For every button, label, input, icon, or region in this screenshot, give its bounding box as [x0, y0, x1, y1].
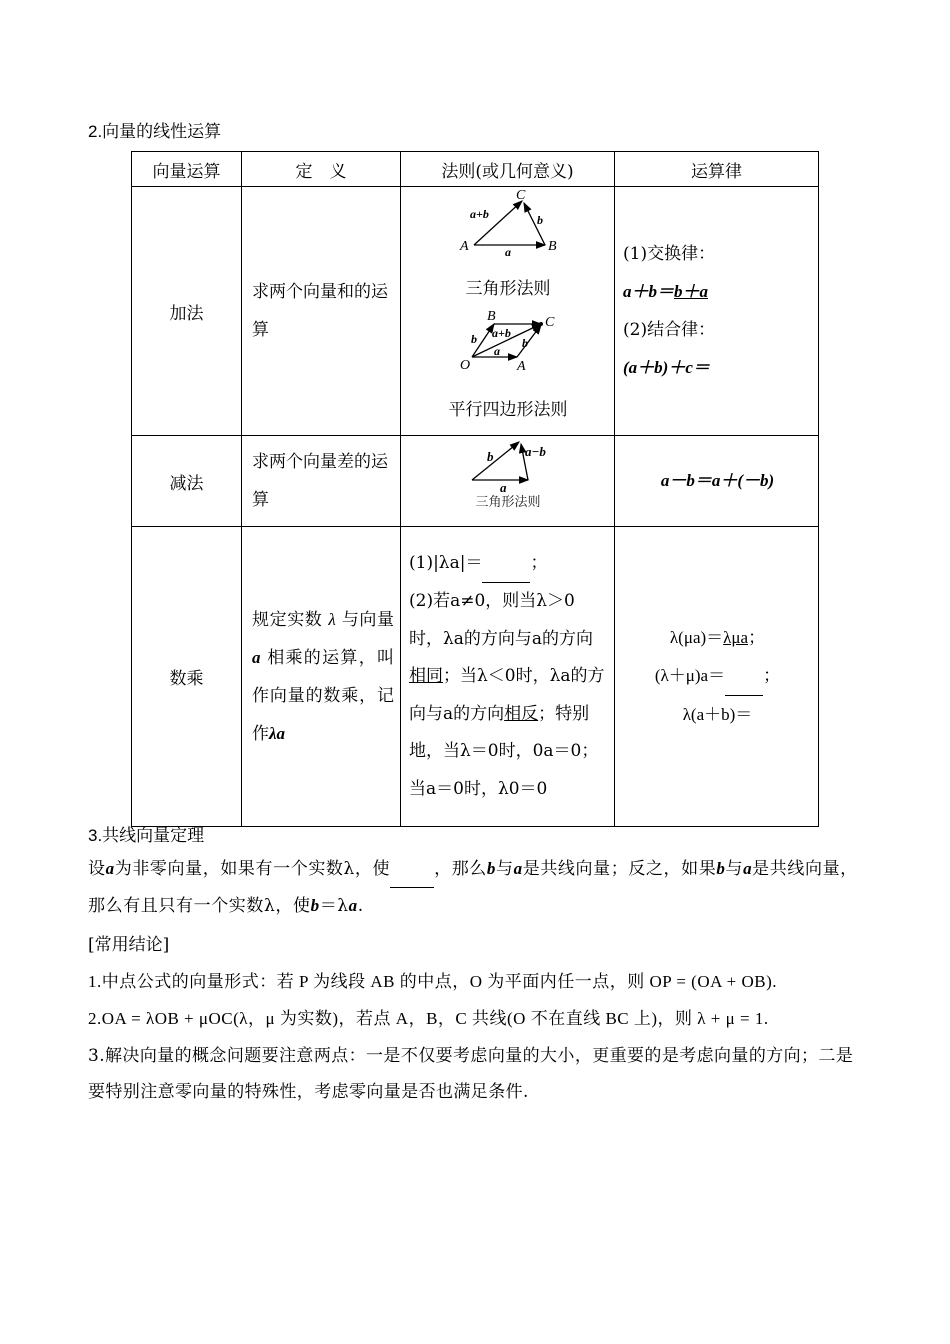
theorem-part-i: . — [357, 896, 364, 916]
subtraction-diagram — [402, 436, 614, 522]
subtraction-law-cell — [615, 436, 819, 527]
table-row-addition — [132, 187, 819, 436]
vec-b-3: b — [310, 896, 320, 915]
scalar-laws — [615, 527, 819, 827]
addition-diagrams — [402, 187, 614, 431]
collinear-theorem-text — [88, 851, 868, 924]
vec-a-4: a — [348, 896, 358, 915]
scalar-name: 数乘 — [132, 527, 242, 827]
vec-a-1: a — [105, 859, 115, 878]
scalar-def-text1: 规定实数 — [252, 609, 323, 630]
theorem-part-d: 与 — [496, 859, 514, 879]
scalar-law2-end: ； — [763, 666, 781, 686]
header-operation: 向量运算 — [132, 152, 242, 187]
triangle-rule-figure — [459, 188, 557, 259]
scalar-rule-line4: ；特别地，当λ＝0时，0a＝0；当a＝0时，λ0＝0 — [409, 703, 599, 799]
answer-same-direction: 相同 — [409, 666, 443, 687]
theorem-part-a: 设 — [88, 859, 106, 879]
para-label-b-right: b — [521, 336, 528, 350]
header-definition: 定 义 — [242, 152, 401, 187]
scalar-def-text3: 相乘的运算，叫作向量的数乘，记作 — [252, 647, 394, 744]
addition-definition: 求两个向量和的运算 — [242, 187, 401, 436]
blank-abs-lambda-a — [482, 545, 530, 584]
vec-a-2: a — [513, 859, 523, 878]
tri-label-sum: a+b — [469, 207, 489, 221]
subtraction-caption: 三角形法则 — [474, 494, 541, 509]
section-2-title: 2.向量的线性运算 — [88, 122, 222, 141]
commutative-law — [623, 273, 812, 311]
sub-label-b: b — [486, 449, 493, 464]
blank-collinear — [390, 851, 434, 888]
scalar-law-1 — [623, 619, 812, 657]
addition-rule-cell — [401, 187, 615, 436]
tri-label-b: b — [536, 213, 543, 227]
subtraction-rule-cell — [401, 436, 615, 527]
para-label-a: a — [493, 344, 500, 358]
linear-operations-table — [131, 151, 819, 827]
scalar-law1-left: λ(μa)＝ — [669, 628, 724, 647]
scalar-def-a: a — [252, 647, 261, 667]
tri-label-B: B — [547, 239, 557, 254]
parallelogram-rule-caption: 平行四边形法则 — [448, 400, 567, 420]
theorem-part-c: ，那么 — [434, 859, 487, 879]
scalar-law-3 — [623, 696, 812, 734]
tri-label-a: a — [504, 245, 511, 259]
conclusion-1: 1.中点公式的向量形式：若 P 为线段 AB 的中点，O 为平面内任一点，则 OP = (OA + OB). — [88, 972, 778, 991]
scalar-law3-left: λ(a＋b)＝ — [682, 705, 753, 724]
blank-scalar-law2 — [725, 657, 763, 696]
answer-opposite-direction: 相反 — [504, 703, 539, 724]
associative-law — [623, 349, 812, 387]
commutative-title: (1)交换律： — [623, 244, 716, 264]
tri-label-A: A — [459, 239, 469, 254]
tri-label-C: C — [515, 188, 525, 203]
table-row-subtraction — [132, 436, 819, 527]
para-label-C: C — [544, 315, 554, 330]
scalar-rule-line1-end: ； — [530, 552, 548, 573]
conclusion-2: 2.OA = λOB + μOC(λ，μ 为实数)，若点 A，B，C 共线(O 不在直线 BC 上)，则 λ + μ = 1. — [88, 1009, 769, 1028]
scalar-law-2 — [623, 657, 812, 696]
para-label-O: O — [459, 358, 470, 373]
sub-label-a: a — [499, 480, 506, 495]
conclusion-3: 3.解决向量的概念问题要注意两点：一是不仅要考虑向量的大小，更重要的是考虑向量的方向；二是要特别注意零向量的特殊性，考虑零向量是否也满足条件. — [88, 1046, 854, 1102]
scalar-rule-line1: (1)|λa|＝ — [409, 552, 483, 573]
scalar-def-notation: λa — [269, 723, 286, 743]
para-label-b-left: b — [470, 332, 477, 346]
scalar-rule — [401, 527, 615, 827]
parallelogram-rule-figure — [460, 309, 555, 374]
section-3-title: 3.共线向量定理 — [88, 826, 205, 845]
sub-label-diff: a−b — [524, 444, 546, 459]
scalar-law2-left: (λ＋μ)a＝ — [654, 666, 726, 685]
associative-left: (a＋b)＋c＝ — [623, 358, 710, 377]
header-law: 运算律 — [615, 152, 819, 187]
table-header-row — [132, 152, 819, 187]
scalar-rule-line3: ；当λ＜0时，λa的方向与a的方向 — [409, 666, 605, 724]
para-label-B: B — [486, 309, 496, 324]
triangle-rule-caption: 三角形法则 — [465, 279, 550, 299]
vec-b-1: b — [486, 859, 497, 878]
conclusions-title: [常用结论] — [88, 935, 170, 955]
commutative-left: a＋b＝ — [623, 282, 674, 301]
addition-laws — [615, 187, 819, 436]
scalar-definition — [242, 527, 401, 827]
theorem-part-g: 是共线向量，那么有且只有一个实数λ，使 — [88, 859, 858, 916]
scalar-def-lambda: λ — [328, 609, 336, 629]
vec-b-2: b — [716, 859, 726, 878]
vec-a-3: a — [743, 859, 753, 878]
subtraction-name: 减法 — [132, 436, 242, 527]
theorem-part-e: 是共线向量；反之，如果 — [522, 859, 717, 879]
subtraction-law: a－b＝a＋(－b) — [660, 471, 775, 490]
theorem-part-h: ＝λ — [319, 896, 349, 916]
para-label-sum: a+b — [491, 326, 511, 340]
para-label-A: A — [516, 359, 526, 374]
commutative-answer: b＋a — [674, 282, 708, 301]
scalar-law1-answer: λμa — [723, 628, 749, 647]
theorem-part-f: 与 — [725, 859, 744, 879]
scalar-def-text2: 与向量 — [341, 609, 395, 630]
subtraction-definition: 求两个向量差的运算 — [242, 436, 401, 527]
theorem-part-b: 为非零向量，如果有一个实数λ，使 — [114, 859, 391, 879]
scalar-law1-end: ； — [748, 628, 766, 648]
header-rule: 法则(或几何意义) — [401, 152, 615, 187]
scalar-rule-line2: (2)若a≠0，则当λ＞0时，λa的方向与a的方向 — [409, 591, 594, 649]
addition-name: 加法 — [132, 187, 242, 436]
table-row-scalar — [132, 527, 819, 827]
associative-title: (2)结合律： — [623, 320, 716, 340]
